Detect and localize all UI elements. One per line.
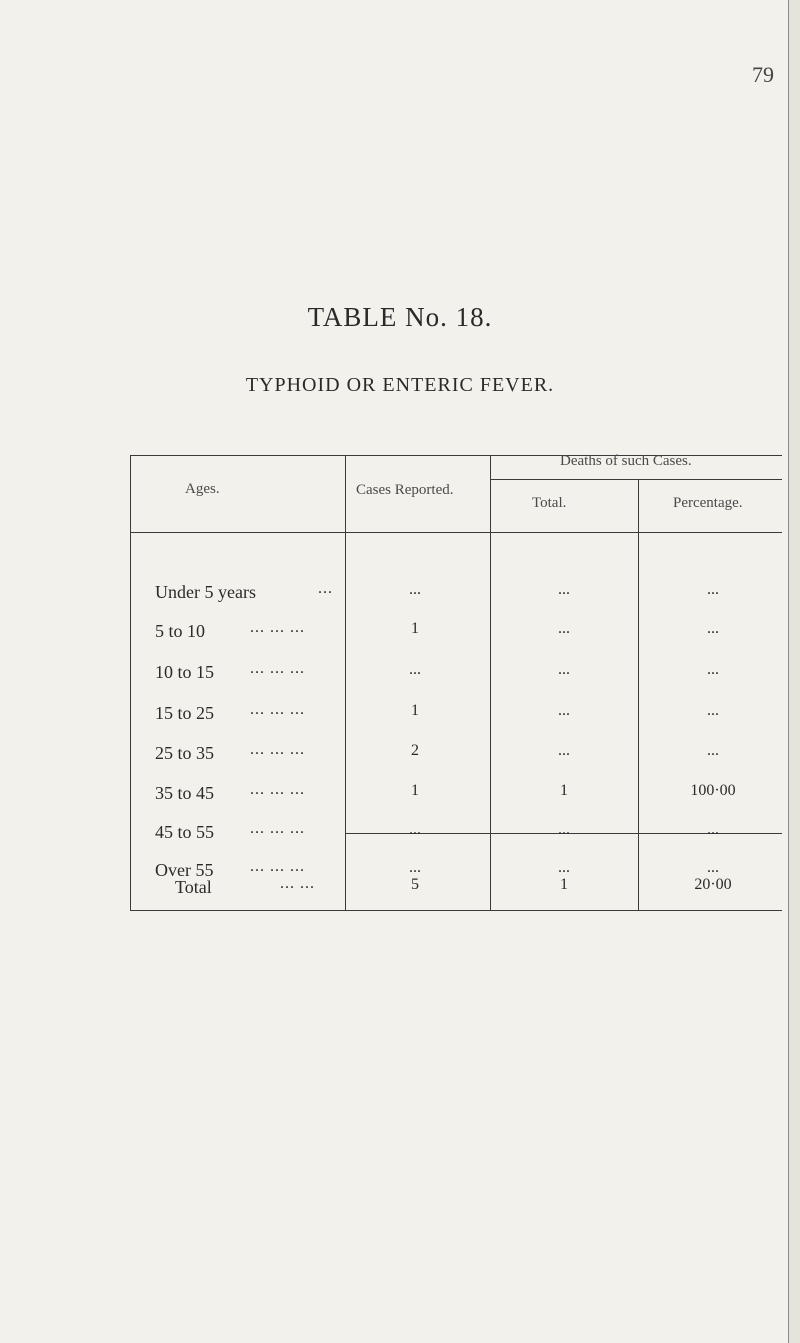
row-cases: ... [409,581,421,598]
row-deaths-percentage: ... [707,859,719,876]
row-deaths-percentage: 100·00 [690,782,736,799]
row-deaths-total: 1 [560,782,568,799]
row-cases: 1 [411,620,419,637]
row-cases: ... [409,661,421,678]
row-age: 5 to 10 [155,621,206,641]
row-leader: ... ... ... [250,820,305,837]
total-deaths: 1 [560,876,568,893]
row-age: Over 55 [155,860,214,880]
page-number: 79 [752,62,774,87]
header-bottom-rule [130,532,782,533]
row-deaths-percentage: ... [707,742,719,759]
total-percentage: 20·00 [694,876,732,893]
row-cases: ... [409,859,421,876]
row-deaths-total: ... [558,581,570,598]
row-deaths-percentage: ... [707,620,719,637]
row-age: 25 to 35 [155,743,215,763]
row-deaths-percentage: ... [707,661,719,678]
row-cases: ... [409,821,421,838]
deaths-subheader-rule [490,479,782,480]
row-leader: ... ... ... [250,858,305,875]
header-total: Total. [532,495,567,511]
row-age: Under 5 years [155,582,256,602]
total-label: Total [175,877,212,897]
row-leader: ... ... ... [250,619,305,636]
row-deaths-total: ... [558,821,570,838]
header-cases-reported: Cases Reported. [356,482,454,498]
row-leader: ... [318,580,333,597]
row-cases: 1 [411,702,419,719]
header-ages: Ages. [185,481,220,497]
row-cases: 1 [411,782,419,799]
table-title: TABLE No. 18. [307,302,493,332]
total-cases: 5 [411,876,419,893]
cases-deaths-divider [490,455,491,910]
row-deaths-total: ... [558,661,570,678]
row-leader: ... ... ... [250,781,305,798]
row-cases: 2 [411,742,419,759]
row-leader: ... ... ... [250,701,305,718]
row-deaths-total: ... [558,859,570,876]
row-leader: ... ... ... [250,741,305,758]
row-age: 15 to 25 [155,703,215,723]
row-deaths-percentage: ... [707,581,719,598]
header-percentage: Percentage. [673,495,743,511]
row-deaths-total: ... [558,702,570,719]
table-bottom-rule [130,910,782,911]
row-deaths-total: ... [558,742,570,759]
row-age: 45 to 55 [155,822,215,842]
row-leader: ... ... ... [250,660,305,677]
row-age: 10 to 15 [155,662,215,682]
total-percentage-divider [638,479,639,910]
row-deaths-percentage: ... [707,821,719,838]
header-deaths: Deaths of such Cases. [560,453,692,469]
left-rule [130,455,131,910]
total-leader: ... ... [280,875,315,892]
row-deaths-percentage: ... [707,702,719,719]
ages-cases-divider [345,455,346,910]
row-deaths-total: ... [558,620,570,637]
row-age: 35 to 45 [155,783,215,803]
table-subtitle: TYPHOID OR ENTERIC FEVER. [245,374,555,396]
